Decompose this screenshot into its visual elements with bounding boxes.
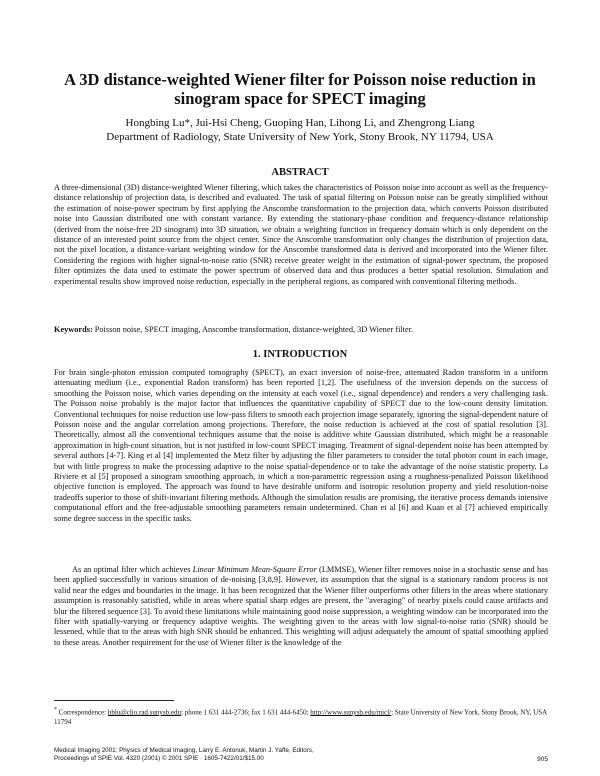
abstract-heading: ABSTRACT: [271, 167, 329, 178]
email-link[interactable]: hblu@clio.rad.sunysb.edu: [107, 708, 181, 717]
footnote-suffix: ; State University of New York, Stony Brook, NY, USA 11794: [54, 708, 547, 726]
paragraph-2-emphasis: Linear Minimum Mean-Square Error: [192, 565, 317, 574]
footer-line-2: Proceedings of SPIE Vol. 4320 (2001) © 2001 SPIE · 1605-7422/01/$15.00: [54, 755, 264, 763]
abstract-text: A three-dimensional (3D) distance-weighted Wiener filtering, which takes the characteristics of Poisson noise into account as well as the frequency-distance relationship of projection data, is described and evaluated. The task of spatial filtering on Poisson noise can be greatly simplified without the estimation of noise-power spectrum by first applying the Anscombe transformation to the projection data, which converts Poisson distributed noise into Gaussian distributed one with constant variance. By extending the stationary-phase condition and frequency-distance relationship (derived from the noise-free 2D sinogram) into 3D situation, we obtain a weighting function in frequency domain which is only dependent on the distance of an interested point source from the object center. Since the Anscombe transformation only changes the distribution of projection data, not the pixel location, a distance-variant weighting window for the Anscombe transformed data is derived and incorporated into the Wiener filter. Considering the regions with higher signal-to-noise ratio (SNR) receive greater weight in the estimation of signal-power spectrum, the proposed filter optimizes the data used to estimate the power spectrum of observed data and thus produces a better spatial resolution. Simulation and experimental results show improved noise reduction, especially in the peripheral regions, as compared with conventional filtering methods.: [54, 183, 548, 286]
author-block: [40, 116, 560, 144]
introduction-paragraph-1: For brain single-photon emission computed tomography (SPECT), an exact inversion of noise-free, attenuated Radon transform in a uniform attenuating medium (i.e., exponential Radon transform) has been reported [1,2]. The usefulness of the inversion depends on the success of smoothing the Poisson noise, which varies depending on the intensity at each voxel (i.e., signal dependence) and renders a very challenging task. The Poisson noise probably is the major factor that influences the quantitative capability of SPECT due to the low-count density limitation. Conventional techniques for noise reduction use low-pass filters to smooth each projection image separately, ignoring the signal-dependent nature of Poisson noise and the angular correlation among projections. Therefore, the noise reduction is achieved at the cost of spatial resolution [3]. Theoretically, almost all the conventional techniques assume that the noise is additive white Gaussian distributed, which might be a reasonable approximation in high-count situation, but is not justified in low-count SPECT imaging. Treatment of signal-dependent noise has been attempted by several authors [4-7]. King et al [4] implemented the Metz filter by adjusting the filter parameters to consider the total photon count in each image, but with little progress to make the processing adaptive to the noise spatial-dependence or to take the advantage of the noise statistic property. La Riviere et al [5] proposed a sinogram smoothing approach, in which a non-parametric regression using a roughness-penalized Poisson likelihood objective function is employed. The approach was found to have desirable uniform and isotropic resolution property and yield resolution-noise tradeoffs superior to those of shift-invariant filtering methods. Although the simulation results are promising, the iterative process demands intensive computational effort and the free-adjustable smoothing parameters remain undetermined. Chan et al [6] and Kuan et al [7] achieved empirically some degree success in the specific tasks.: [54, 368, 548, 523]
affiliation: Department of Radiology, State University of New York, Stony Brook, NY 11794, USA: [106, 131, 494, 143]
paragraph-2-rest: (LMMSE), Wiener filter removes noise in a stochastic sense and has been applied successfully in various situation of de-noising [3,8,9]. However, its assumption that the signal is a stationary random process is not valid near the edges and boundaries in the image. It has been recognized that the Wiener filter outperforms other filters in the areas where stationary assumption is reasonably satisfied, while in areas where spatial sharp edges are present, the "averaging" of nearby pixels could cause artifacts and blur the filtered sequence [3]. To avoid these limitations while maintaining good noise suppression, a weighting window can be incorporated into the filter with spatially-varying or frequency adaptive weights. The weighting given to the areas with low signal-to-noise ratio (SNR) should be lessened, while that to the areas with high SNR should be enhanced. This weighting will adjust adequately the amount of spatial smoothing applied to these areas. Another requirement for the use of Wiener filter is the knowledge of the: [54, 565, 548, 647]
footnote-marker: *: [54, 707, 57, 713]
footnote-prefix: Correspondence:: [56, 708, 108, 717]
keywords-label: Keywords:: [54, 325, 93, 334]
introduction-paragraph-2: [54, 565, 548, 648]
introduction-heading: 1. INTRODUCTION: [252, 349, 348, 360]
website-link[interactable]: http://www.sunysb.edu/micl/: [310, 708, 392, 717]
keywords-line: [54, 325, 548, 335]
footnote-middle: ; phone 1 631 444-2736; fax 1 631 444-6450;: [181, 708, 311, 717]
paragraph-2-start: As an optimal filter which achieves: [72, 565, 193, 574]
keywords-text: Poisson noise, SPECT imaging, Anscombe transformation, distance-weighted, 3D Wiener filter.: [94, 325, 414, 334]
page-number: 905: [537, 756, 548, 763]
footnote: [54, 706, 548, 727]
footer-line-1: Medical Imaging 2001: Physics of Medical Imaging, Larry E. Antonuk, Martin J. Yaffe, Editors,: [54, 747, 314, 754]
paper-title: A 3D distance-weighted Wiener filter for Poisson noise reduction in sinogram space for SPECT imaging: [64, 70, 536, 108]
author-list: Hongbing Lu*, Jui-Hsi Cheng, Guoping Han, Lihong Li, and Zhengrong Liang: [125, 117, 475, 129]
proceedings-footer: [54, 747, 454, 764]
footnote-rule: [54, 700, 174, 701]
